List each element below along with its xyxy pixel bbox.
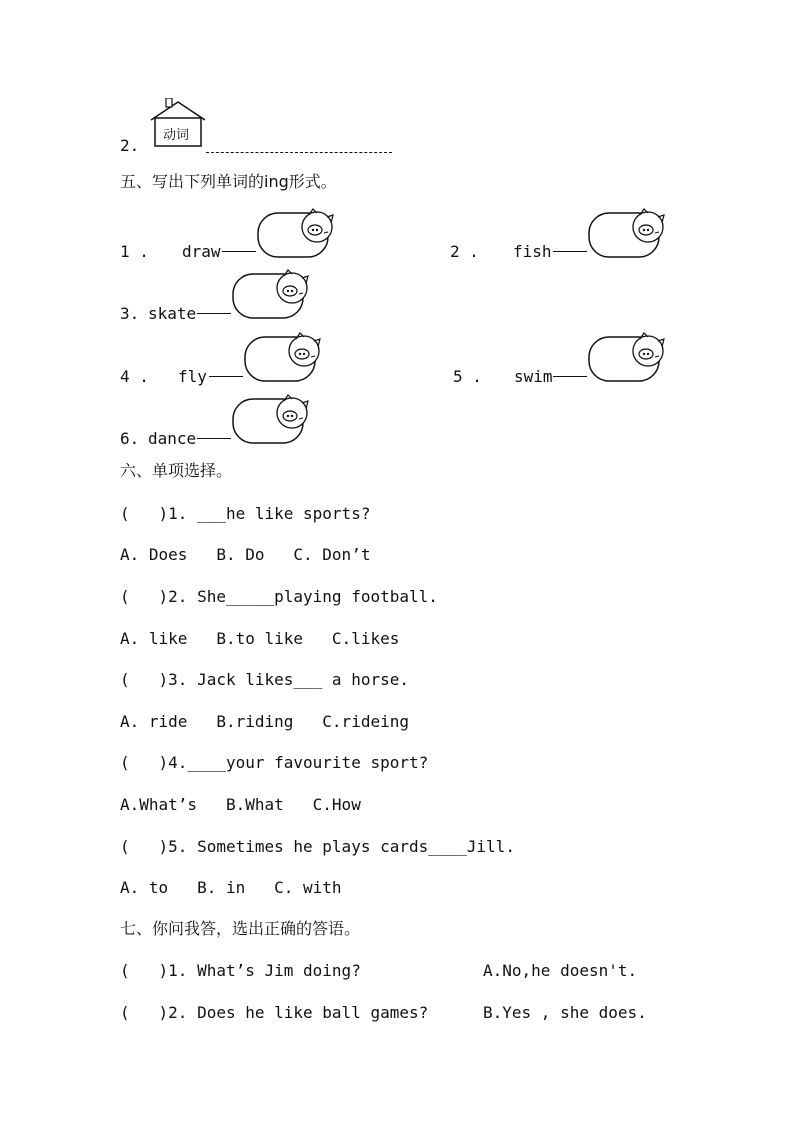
- item-number: 5 .: [453, 367, 482, 386]
- question-line: ( )5. Sometimes he plays cards____Jill.: [120, 837, 515, 856]
- item-number: 1 .: [120, 242, 149, 261]
- pig-answer-box[interactable]: [232, 268, 318, 328]
- question-line: ( )1. What’s Jim doing?: [120, 961, 361, 980]
- connector-line: [209, 376, 243, 377]
- options-line: A. ride B.riding C.rideing: [120, 712, 409, 731]
- item-word: swim: [514, 367, 553, 386]
- options-line: A. to B. in C. with: [120, 878, 342, 897]
- connector-line: [197, 313, 231, 314]
- item-word: fish: [513, 242, 552, 261]
- pig-answer-box[interactable]: [257, 207, 343, 267]
- pig-answer-box[interactable]: [232, 393, 318, 453]
- pig-answer-box[interactable]: [588, 207, 674, 267]
- answer-blank[interactable]: [206, 152, 392, 153]
- connector-line: [553, 251, 587, 252]
- item-word: skate: [148, 304, 197, 323]
- pig-answer-box[interactable]: [588, 331, 674, 391]
- question-line: ( )1. ___he like sports?: [120, 504, 371, 523]
- item-number: 6.: [120, 429, 140, 448]
- question-line: ( )3. Jack likes___ a horse.: [120, 670, 409, 689]
- item-number: 2.: [120, 136, 140, 155]
- connector-line: [553, 376, 587, 377]
- item-word: dance: [148, 429, 197, 448]
- question-line: ( )2. She_____playing football.: [120, 587, 438, 606]
- item-word: draw: [182, 242, 221, 261]
- section7-title: 七、你问我答，选出正确的答语。: [120, 919, 361, 938]
- item-number: 4 .: [120, 367, 149, 386]
- options-line: A.What’s B.What C.How: [120, 795, 361, 814]
- options-line: A. like B.to like C.likes: [120, 629, 400, 648]
- connector-line: [197, 438, 231, 439]
- options-line: A. Does B. Do C. Don’t: [120, 545, 371, 564]
- connector-line: [222, 251, 256, 252]
- house-label: 动词: [163, 128, 190, 143]
- question-line: ( )2. Does he like ball games?: [120, 1003, 429, 1022]
- section5-title: 五、写出下列单词的ing形式。: [120, 172, 337, 191]
- item-word: fly: [178, 367, 207, 386]
- item-number: 2 .: [450, 242, 479, 261]
- item-number: 3.: [120, 304, 140, 323]
- pig-answer-box[interactable]: [244, 331, 330, 391]
- question-line: ( )4.____your favourite sport?: [120, 753, 429, 772]
- answer-option: B.Yes , she does.: [483, 1003, 647, 1022]
- section6-title: 六、单项选择。: [120, 461, 233, 480]
- answer-option: A.No,he doesn't.: [483, 961, 638, 980]
